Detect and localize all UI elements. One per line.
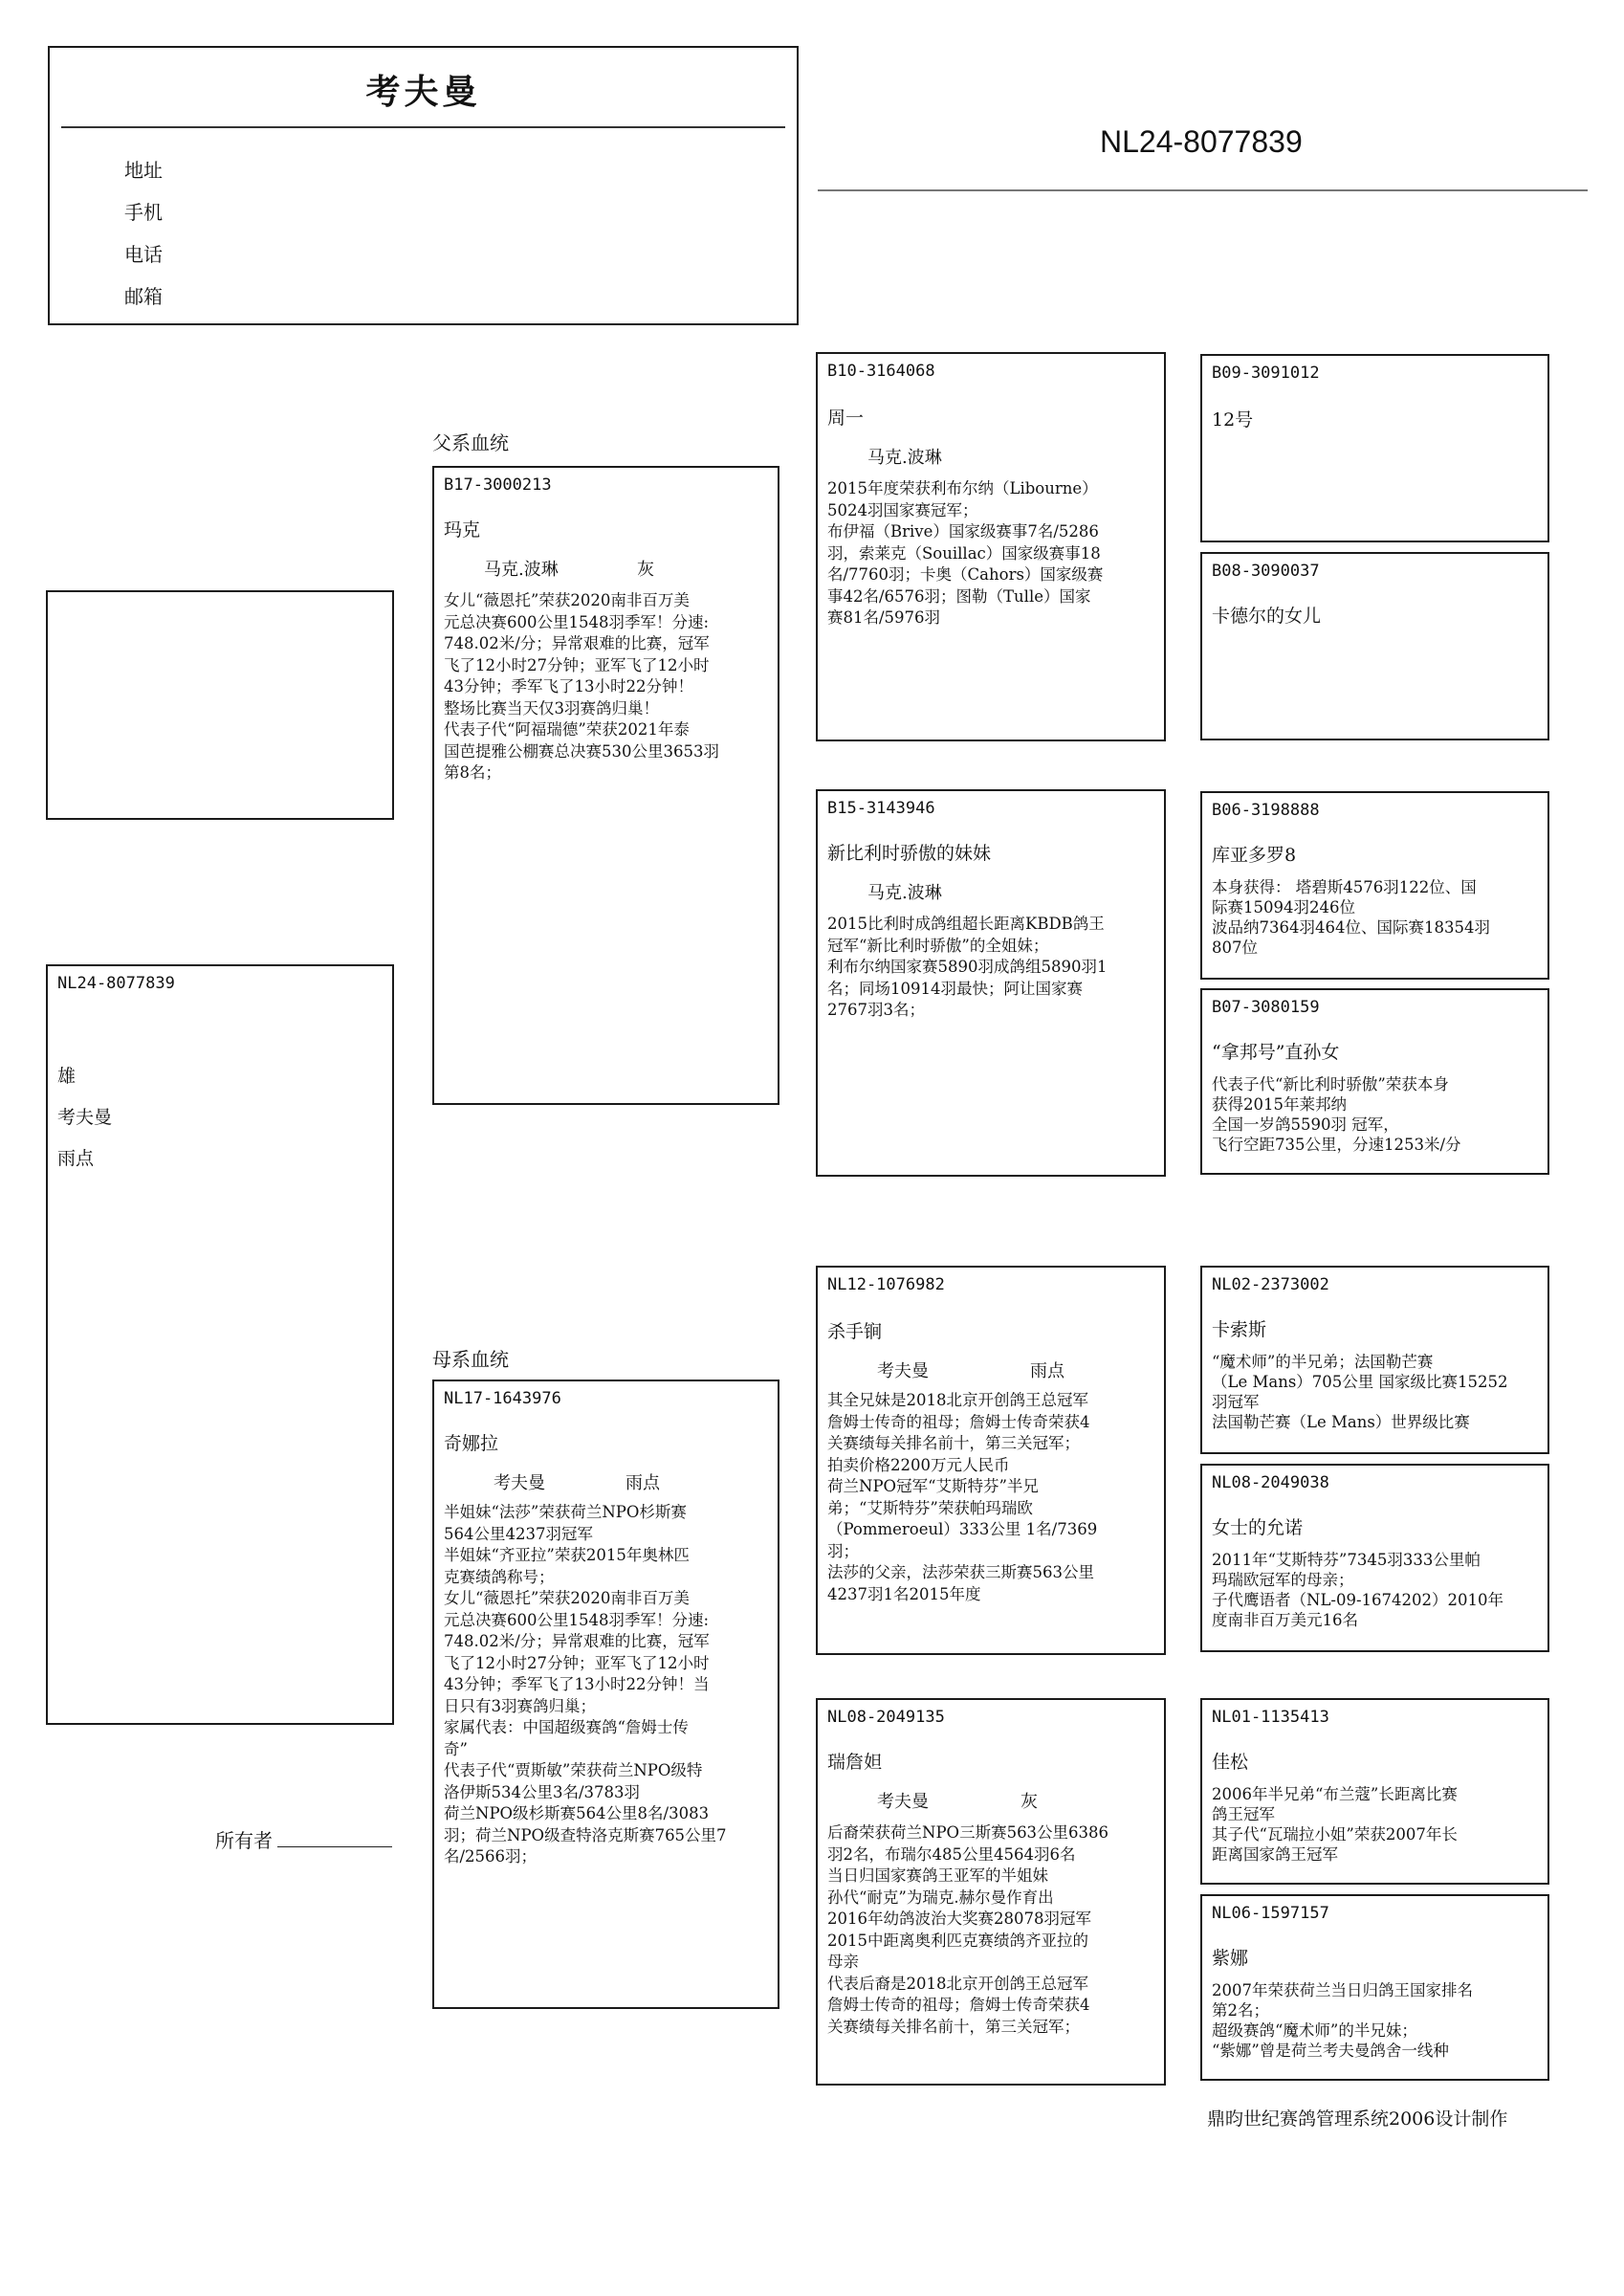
dam-color: 雨点 — [625, 1473, 660, 1493]
owner-card — [48, 46, 799, 325]
sss-ring: B09-3091012 — [1212, 364, 1320, 383]
sire-color: 灰 — [637, 560, 654, 580]
sdd-name: “拿邦号”直孙女 — [1212, 1042, 1340, 1063]
ssd-name: 卡德尔的女儿 — [1212, 606, 1322, 627]
dam-sire-card — [816, 1266, 1166, 1655]
dsd-ring: NL08-2049038 — [1212, 1473, 1329, 1492]
dam-dam-breeder: 考夫曼 — [877, 1792, 929, 1812]
subject-color: 雨点 — [57, 1148, 95, 1169]
sss-name: 12号 — [1212, 409, 1254, 430]
sire-sire-description: 2015年度荣获利布尔纳（Libourne） 5024羽国家赛冠军； 布伊福（Brive）国家级赛事7名/5286 羽，索莱克（Souillac）国家级赛事18 名/7760羽；卡奥（Cahors）国家级赛 事42名/6576羽；图勒（Tulle）国家 赛81名/5976羽 — [827, 479, 1104, 627]
sire-dam-card — [816, 789, 1166, 1177]
owner-signature-line — [277, 1846, 392, 1847]
ssd-ring: B08-3090037 — [1212, 562, 1320, 581]
dam-card — [432, 1380, 779, 2009]
header-divider — [818, 189, 1588, 191]
subject-card — [46, 964, 394, 1725]
dss-ring: NL02-2373002 — [1212, 1275, 1329, 1294]
sdd-card — [1200, 988, 1549, 1175]
subject-sex: 雄 — [57, 1066, 77, 1087]
dss-description: “魔术师”的半兄弟；法国勒芒赛 （Le Mans）705公里 国家级比赛15252 羽冠军 法国勒芒赛（Le Mans）世界级比赛 — [1212, 1353, 1508, 1431]
dsd-card — [1200, 1464, 1549, 1652]
dam-description: 半姐妹“法莎”荣获荷兰NPO杉斯赛 564公里4237羽冠军 半姐妹“齐亚拉”荣获2015年奥林匹 克赛绩鸽称号； 女儿“薇恩托”荣获2020南非百万美 元总决赛600公里1548羽季军！分速: 748.02米/分；异常艰难的比赛，冠军 飞了12小时27分钟；亚军飞了12小时 43分钟；季军飞了13小时22分钟！当 日只有3羽赛鸽归巢； 家属代表：中国超级赛鸽“詹姆士传 奇” 代表子代“贾斯敏”荣获荷兰NPO级特 洛伊斯534公里3名/3783羽 荷兰NPO级杉斯赛564公里8名/3083 羽；荷兰NPO级查特洛克斯赛765公里7 名/2566羽； — [444, 1503, 727, 1866]
dss-name: 卡索斯 — [1212, 1319, 1267, 1340]
sire-breeder: 马克.波琳 — [484, 560, 559, 580]
sire-sire-breeder: 马克.波琳 — [867, 448, 942, 468]
sire-sire-name: 周一 — [827, 408, 865, 429]
subject-breeder: 考夫曼 — [57, 1107, 113, 1128]
dam-sire-color: 雨点 — [1030, 1361, 1064, 1381]
dam-dam-ring: NL08-2049135 — [827, 1708, 945, 1727]
owner-title-divider — [61, 126, 785, 128]
subject-ring: NL24-8077839 — [57, 974, 175, 993]
address-label: 地址 — [124, 159, 163, 182]
ssd-card — [1200, 552, 1549, 740]
dam-sire-breeder: 考夫曼 — [877, 1361, 929, 1381]
sire-ring: B17-3000213 — [444, 475, 552, 495]
sire-dam-name: 新比利时骄傲的妹妹 — [827, 843, 992, 864]
dsd-name: 女士的允诺 — [1212, 1517, 1304, 1538]
phone-label: 电话 — [124, 243, 163, 266]
header-ring-number: NL24-8077839 — [1100, 124, 1303, 159]
dsd-description: 2011年“艾斯特芬”7345羽333公里帕 玛瑞欧冠军的母亲； 子代鹰语者（NL-09-1674202）2010年 度南非百万美元16名 — [1212, 1551, 1504, 1629]
dam-sire-ring: NL12-1076982 — [827, 1275, 945, 1294]
sire-card — [432, 466, 779, 1105]
ddd-card — [1200, 1894, 1549, 2081]
sds-ring: B06-3198888 — [1212, 801, 1320, 820]
paternal-section-label: 父系血统 — [432, 431, 509, 454]
sds-name: 库亚多罗8 — [1212, 845, 1297, 866]
photo-placeholder — [46, 590, 394, 820]
dds-name: 佳松 — [1212, 1752, 1249, 1773]
dds-description: 2006年半兄弟“布兰蔻”长距离比赛 鸽王冠军 其子代“瓦瑞拉小姐”荣获2007年长 距离国家鸽王冠军 — [1212, 1785, 1458, 1864]
ddd-description: 2007年荣获荷兰当日归鸽王国家排名 第2名； 超级赛鸽“魔术师”的半兄妹； “紫娜”曾是荷兰考夫曼鸽舍一线种 — [1212, 1981, 1473, 2060]
dam-dam-description: 后裔荣获荷兰NPO三斯赛563公里6386 羽2名，布瑞尔485公里4564羽6名 当日归国家赛鸽王亚军的半姐妹 孙代“耐克”为瑞克.赫尔曼作育出 2016年幼鸽波治大奖赛28078羽冠军 2015中距离奥利匹克赛绩鸽齐亚拉的 母亲 代表后裔是2018北京开创鸽王总冠军 詹姆士传奇的祖母；詹姆士传奇荣获4 关赛绩每关排名前十，第三关冠军； — [827, 1823, 1109, 2036]
mobile-label: 手机 — [124, 201, 163, 224]
sire-sire-ring: B10-3164068 — [827, 362, 935, 381]
sire-dam-breeder: 马克.波琳 — [867, 883, 942, 903]
footer-credit: 鼎昀世纪赛鸽管理系统2006设计制作 — [1207, 2108, 1508, 2130]
dam-ring: NL17-1643976 — [444, 1389, 561, 1408]
sdd-description: 代表子代“新比利时骄傲”荣获本身 获得2015年莱邦纳 全国一岁鸽5590羽 冠军， 飞行空距735公里，分速1253米/分 — [1212, 1075, 1461, 1154]
sds-card — [1200, 791, 1549, 980]
dam-sire-name: 杀手锏 — [827, 1321, 883, 1342]
owner-line-label: 所有者 — [215, 1829, 273, 1852]
sss-card — [1200, 354, 1549, 542]
sdd-ring: B07-3080159 — [1212, 998, 1320, 1017]
owner-title: 考夫曼 — [365, 72, 481, 112]
email-label: 邮箱 — [124, 285, 163, 308]
dam-name: 奇娜拉 — [444, 1433, 499, 1454]
dam-dam-card — [816, 1698, 1166, 2086]
sds-description: 本身获得： 塔碧斯4576羽122位、国 际赛15094羽246位 波品纳7364羽464位、国际赛18354羽 807位 — [1212, 878, 1490, 957]
maternal-section-label: 母系血统 — [432, 1348, 509, 1371]
sire-sire-card — [816, 352, 1166, 741]
ddd-ring: NL06-1597157 — [1212, 1904, 1329, 1923]
dam-dam-color: 灰 — [1020, 1792, 1038, 1812]
dam-sire-description: 其全兄妹是2018北京开创鸽王总冠军 詹姆士传奇的祖母；詹姆士传奇荣获4 关赛绩每关排名前十，第三关冠军； 拍卖价格2200万元人民币 荷兰NPO冠军“艾斯特芬”半兄 弟；“艾斯特芬”荣获帕玛瑞欧 （Pommeroeul）333公里 1名/7369 羽； 法莎的父亲，法莎荣获三斯赛563公里 4237羽1名2015年度 — [827, 1391, 1098, 1603]
dam-breeder: 考夫曼 — [494, 1473, 545, 1493]
sire-description: 女儿“薇恩托”荣获2020南非百万美 元总决赛600公里1548羽季军！分速: 748.02米/分；异常艰难的比赛，冠军 飞了12小时27分钟；亚军飞了12小时 43分钟；季军飞了13小时22分钟！ 整场比赛当天仅3羽赛鸽归巢！ 代表子代“阿福瑞德”荣获2021年泰 国芭提雅公棚赛总决赛530公里3653羽 第8名； — [444, 591, 719, 782]
dds-card — [1200, 1698, 1549, 1885]
dss-card — [1200, 1266, 1549, 1454]
ddd-name: 紫娜 — [1212, 1948, 1249, 1969]
sire-dam-description: 2015比利时成鸽组超长距离KBDB鸽王 冠军“新比利时骄傲”的全姐妹； 利布尔纳国家赛5890羽成鸽组5890羽1 名；同场10914羽最快；阿让国家赛 2767羽3名； — [827, 915, 1108, 1019]
sire-dam-ring: B15-3143946 — [827, 799, 935, 818]
dam-dam-name: 瑞詹妲 — [827, 1752, 883, 1773]
dds-ring: NL01-1135413 — [1212, 1708, 1329, 1727]
sire-name: 玛克 — [444, 519, 481, 541]
